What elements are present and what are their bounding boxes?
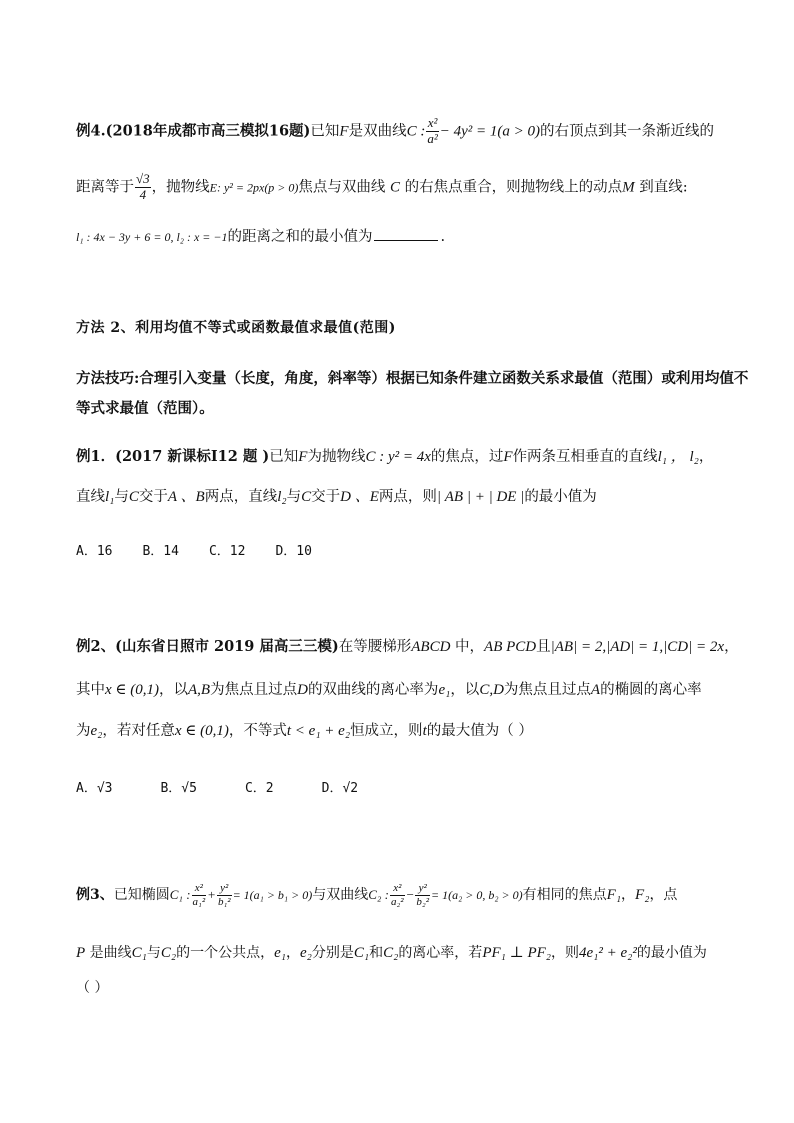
ex2-line-1 [76, 638, 739, 656]
text: 交于 [311, 489, 341, 505]
text: 距离等于 [76, 179, 134, 196]
math-DE: D 、E [340, 489, 379, 505]
fraction-y2-b1sq [217, 882, 232, 908]
answer-paren: （ ） [76, 980, 109, 996]
frac-den: 4 [139, 186, 147, 202]
ex4-line-1 [76, 116, 714, 147]
math-F1: F₁ [606, 887, 622, 904]
math-D: D [297, 682, 308, 698]
text: ， [724, 639, 739, 655]
text: 和 [369, 945, 384, 961]
math-e1: e₁ [274, 945, 286, 961]
frac-den: a² [427, 130, 438, 146]
method-title-text: 方法 2、利用均值不等式或函数最值求最值(范围) [76, 320, 396, 336]
math-lengths: |AB| = 2,|AD| = 1,|CD| = 2x [550, 639, 725, 655]
frac-den: a₂² [390, 895, 404, 908]
text: 的一个公共点， [176, 945, 275, 961]
math-M: M [622, 179, 635, 196]
option-b: B．√5 [160, 781, 197, 796]
option-d: D．10 [275, 544, 312, 559]
ex1-lead: 例1．(2017 新课标Ⅰ12 题 ) [76, 448, 270, 465]
text: 与 [114, 489, 129, 505]
text: 为 [76, 723, 91, 739]
text: ，则 [551, 945, 579, 961]
math-sum: | AB | + | DE | [436, 489, 525, 505]
ex1-line-2 [76, 488, 597, 506]
text: ，点 [649, 887, 678, 904]
method-tip-line-2 [76, 400, 214, 417]
math-x-range: x ∈ (0,1) [174, 723, 229, 739]
text: 的焦点，过 [430, 449, 504, 465]
text: 与 [146, 945, 161, 961]
fraction-x2-a1sq [192, 882, 207, 908]
text: 的离心率，若 [398, 945, 483, 961]
math-AB: A,B [188, 682, 211, 698]
math-lines: l₁ : 4x − 3y + 6 = 0, l₂ : x = −1 [76, 230, 228, 244]
text: 为焦点且过点 [210, 682, 298, 698]
math-C: C [301, 489, 312, 505]
text: 焦点与双曲线 [298, 179, 386, 196]
math-inequality: t < e₁ + e₂ [286, 723, 351, 739]
text: ，以 [450, 682, 480, 698]
ex4-line-2 [76, 172, 688, 203]
frac-den: b₁² [217, 895, 231, 908]
text: 是双曲线 [348, 123, 407, 140]
text: 到直线: [639, 179, 688, 196]
math-expression: 4e₁² + e₂² [579, 945, 637, 961]
text: 是曲线 [89, 945, 132, 961]
math-l2: l₂ [277, 489, 287, 505]
ex4-lead: 例4.(2018年成都市高三模拟16题) [76, 122, 311, 140]
option-c: C．2 [244, 781, 274, 796]
math-C1: C₁ : [169, 887, 191, 903]
ex1-line-1 [76, 448, 713, 466]
math-perpendicular: PF₁ ⊥ PF₂ [482, 945, 551, 961]
text: 已知 [310, 123, 340, 140]
text: 作两条互相垂直的直线 [512, 449, 658, 465]
math-F: F [339, 123, 349, 140]
math-e1: e₁ [438, 682, 451, 698]
text: 有相同的焦点 [522, 887, 607, 904]
text: 且 [536, 639, 551, 655]
text: 两点，直线 [204, 489, 278, 505]
fraction-x2-a2sq [390, 882, 405, 908]
text: ，若对任意 [102, 723, 175, 739]
text: 已知椭圆 [113, 887, 170, 904]
math-C1: C₁ [353, 945, 370, 961]
frac-num: x² [192, 882, 207, 896]
ex2-lead: 例2、(山东省日照市 2019 届高三三模) [76, 638, 339, 655]
text: 的右顶点到其一条渐近线的 [540, 123, 714, 140]
math-C2: C₂ [383, 945, 399, 961]
option-c: C．12 [208, 544, 246, 559]
math-e2: e₂ [299, 945, 312, 961]
ex3-line-3 [76, 980, 108, 997]
text: 的双曲线的离心率为 [307, 682, 439, 698]
math-x-range: x ∈ (0,1) [105, 682, 160, 698]
math-parallel: AB PCD [484, 639, 537, 655]
math-C1: C₁ [131, 945, 147, 961]
method-title [76, 320, 396, 337]
math-C2: C₂ : [368, 887, 389, 903]
math-ABCD: ABCD [411, 639, 451, 655]
math-A: A [590, 682, 601, 698]
text: ，不等式 [228, 723, 287, 739]
ex4-line-3 [76, 229, 445, 246]
frac-num: y² [415, 882, 430, 896]
ex2-line-2 [76, 681, 702, 699]
text: ， [621, 887, 636, 904]
math-C: C [390, 179, 401, 196]
ex2-options [76, 780, 388, 797]
ex1-options [76, 543, 342, 560]
text: 为抛物线 [307, 449, 366, 465]
math-minus: − [405, 887, 415, 903]
answer-blank [374, 239, 438, 241]
math-t: t [422, 723, 427, 739]
text: ，抛物线 [151, 179, 210, 196]
text: 为焦点且过点 [503, 682, 591, 698]
text: 在等腰梯形 [338, 639, 412, 655]
text: 两点，则 [378, 489, 437, 505]
math-C2: C₂ [160, 945, 177, 961]
frac-num: √3 [136, 171, 150, 186]
math-F: F [298, 449, 308, 465]
frac-den: a₁² [192, 895, 206, 908]
ex3-line-1 [76, 882, 677, 908]
text: 与双曲线 [312, 887, 369, 904]
frac-den: b₂² [416, 895, 430, 908]
option-a: A．16 [76, 544, 113, 559]
math-ellipse-rest: = 1(a₁ > b₁ > 0) [232, 888, 313, 903]
ex2-line-3 [76, 722, 533, 740]
frac-num: x² [427, 115, 438, 130]
math-F2: F₂ [635, 887, 650, 904]
text: ，以 [159, 682, 189, 698]
fraction-sqrt3-4 [135, 172, 151, 203]
method-tip-text: 等式求最值（范围）。 [76, 400, 214, 417]
text: 与 [286, 489, 302, 505]
text: 的最小值为 [636, 945, 707, 961]
math-e2: e₂ [90, 723, 103, 739]
math-l1: l₁ [105, 489, 115, 505]
math-parabola: E: y² = 2px(p > 0) [209, 180, 299, 195]
math-C: C [128, 489, 139, 505]
method-tip-line-1 [76, 370, 748, 387]
math-CD: C,D [479, 682, 504, 698]
text: 已知 [269, 449, 299, 465]
math-F: F [503, 449, 513, 465]
math-AB: A 、B [167, 489, 205, 505]
text: 分别是 [311, 945, 354, 961]
text: 的距离之和的最小值为 [227, 229, 373, 245]
text: 中， [455, 639, 485, 655]
math-plus: + [207, 887, 216, 903]
ex3-lead: 例3、 [76, 887, 114, 904]
text: 恒成立，则 [350, 723, 423, 739]
text: 交于 [138, 489, 168, 505]
text: 直线 [76, 489, 105, 505]
math-hyperbola-rest: − 4y² = 1(a > 0) [439, 123, 540, 140]
option-b: B．14 [142, 544, 179, 559]
text: 其中 [76, 682, 105, 698]
text: 的椭圆的离心率 [600, 682, 702, 698]
math-hyperbola-rest: = 1(a₂ > 0, b₂ > 0) [431, 888, 523, 903]
option-a: A．√3 [76, 781, 113, 796]
fraction-y2-b2sq [415, 882, 430, 908]
text: 的最小值为 [524, 489, 597, 505]
text: ， [285, 945, 300, 961]
math-hyperbola-name: C : [406, 123, 426, 140]
ex3-line-2 [76, 944, 707, 962]
math-lines: l₁ ， l₂ [657, 449, 699, 465]
fraction-x2-a2 [426, 116, 438, 147]
frac-num: y² [217, 882, 232, 896]
option-d: D．√2 [321, 781, 359, 796]
text: 的最大值为（ ） [426, 723, 533, 739]
text: 的右焦点重合，则抛物线上的动点 [404, 179, 623, 196]
math-parabola: C : y² = 4x [365, 449, 431, 465]
text: ， [698, 449, 714, 465]
math-P: P [76, 945, 86, 961]
frac-num: x² [390, 882, 405, 896]
method-tip-text: 方法技巧:合理引入变量（长度，角度，斜率等）根据已知条件建立函数关系求最值（范围）或利用均值不 [76, 370, 749, 387]
text: . [440, 229, 446, 245]
